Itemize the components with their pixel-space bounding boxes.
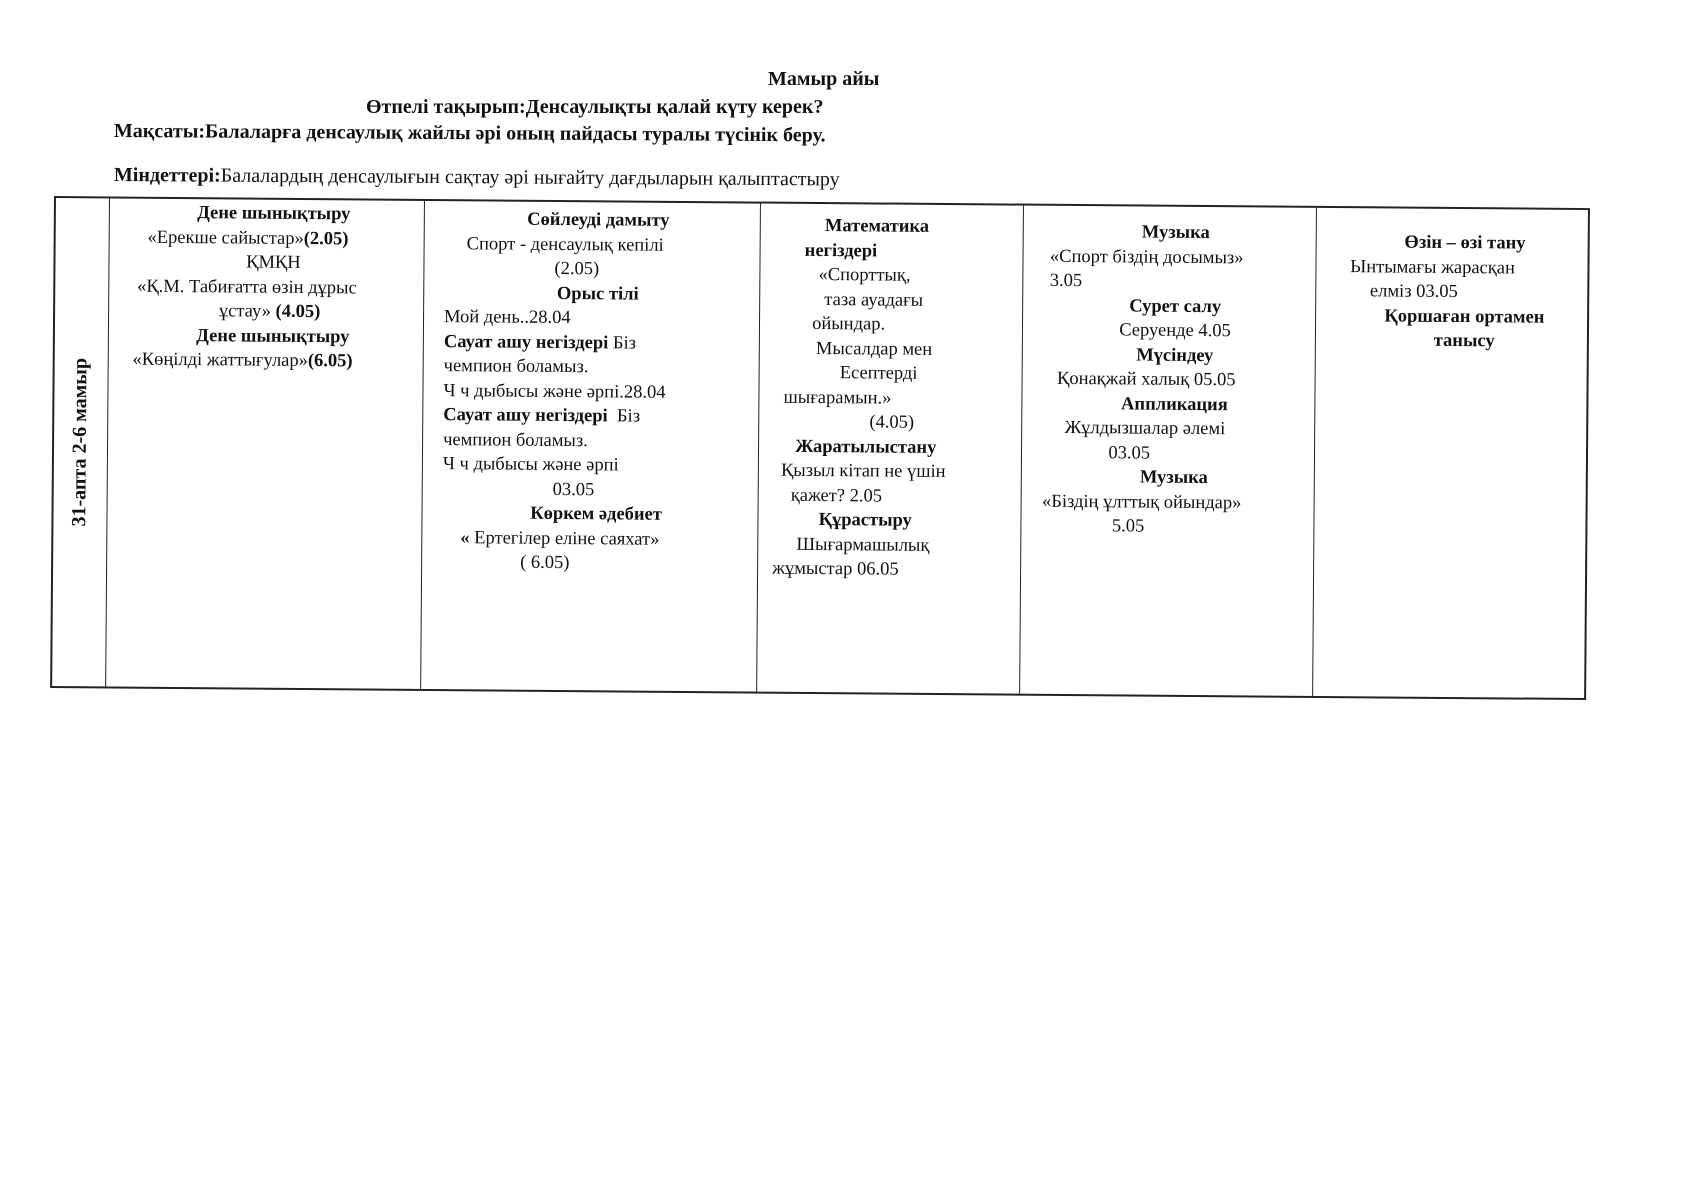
activity-line: Қызыл кітап не үшін xyxy=(780,460,946,483)
subject-title: ҚМҚН xyxy=(246,252,301,273)
topic-heading: Өтпелі тақырып:Денсаулықты қалай күту керек? xyxy=(366,96,824,118)
activity-line: Есептерді xyxy=(839,363,918,384)
activity-line: 5.05 xyxy=(1111,516,1145,537)
activity-line: жұмыстар 06.05 xyxy=(772,558,899,580)
tasks-text: Балалардың денсаулығын сақтау әрі нығайту дағдыларын қалыптастыру xyxy=(220,164,840,191)
column-self-knowledge xyxy=(1313,208,1588,698)
tasks-line xyxy=(114,164,840,191)
activity-line: «Ерекше сайыстар»(2.05) xyxy=(147,227,349,249)
week-column xyxy=(52,198,110,686)
goal-line: Мақсаты:Балаларға денсаулық жайлы әрі оның пайдасы туралы түсінік беру. xyxy=(113,120,826,147)
subject-title: Сөйлеуді дамыту xyxy=(527,209,670,231)
activity-line: (4.05) xyxy=(869,412,915,433)
activity-line: Мой день..28.04 xyxy=(443,307,571,329)
activity-line: чемпион боламыз. xyxy=(443,429,588,451)
subject-title: Сурет салу xyxy=(1129,295,1222,317)
activity-line: «Спорттық, xyxy=(818,265,911,286)
subject-title: Музыка xyxy=(1141,222,1210,244)
tasks-label: Міндеттері: xyxy=(113,164,221,187)
activity-line: Жұлдызшалар әлемі xyxy=(1064,417,1226,440)
activity-line: 03.05 xyxy=(552,479,595,500)
subject-title: Мүсіндеу xyxy=(1136,345,1214,366)
activity-line: Қонақжай халық 05.05 xyxy=(1056,368,1236,391)
subject-title: Өзін – өзі тану xyxy=(1404,232,1526,254)
subject-title: Дене шынықтыру xyxy=(196,325,350,347)
activity-line: таза ауадағы xyxy=(824,289,924,311)
subject-title: Көркем әдебиет xyxy=(530,503,662,525)
subject-title: Математика xyxy=(824,216,930,237)
column-speech-development xyxy=(421,201,761,692)
activity-line: Серуенде 4.05 xyxy=(1119,320,1231,342)
subject-title: Орыс тілі xyxy=(556,283,639,305)
activity-line: елміз 03.05 xyxy=(1369,281,1458,303)
activity-line: Сауат ашу негіздері Біз xyxy=(443,331,637,354)
subject-title: Дене шынықтыру xyxy=(197,203,351,225)
month-heading: Мамыр айы xyxy=(768,68,880,90)
activity-line: ( 6.05) xyxy=(520,552,570,574)
subject-title: Аппликация xyxy=(1121,393,1228,415)
column-mathematics xyxy=(757,204,1024,694)
activity-line: 3.05 xyxy=(1049,270,1083,292)
activity-line: Мысалдар мен xyxy=(815,338,933,360)
activity-line: Ынтымағы жарасқан xyxy=(1350,256,1515,278)
activity-line: «Спорт біздің досымыз» xyxy=(1049,246,1244,268)
column-physical-education xyxy=(106,198,425,688)
activity-line: ойындар. xyxy=(812,313,886,335)
activity-line: қажет? 2.05 xyxy=(790,485,883,507)
activity-line: шығарамын.» xyxy=(783,387,892,409)
activity-line: Шығармашылық xyxy=(796,534,930,556)
subject-title: Құрастыру xyxy=(818,510,912,531)
activity-line: «Көңілді жаттығулар»(6.05) xyxy=(132,349,353,372)
activity-line: «Біздің ұлттық ойындар» xyxy=(1041,491,1242,513)
activity-line: Сауат ашу негіздері Біз xyxy=(443,405,641,427)
column-music-art xyxy=(1021,206,1317,696)
activity-line: (2.05) xyxy=(554,258,600,280)
subject-title: Музыка xyxy=(1139,467,1208,489)
activity-line: «Қ.М. Табиғатта өзін дұрыс xyxy=(137,276,357,298)
subject-title: Қоршаған ортамен xyxy=(1384,305,1545,328)
activity-line: 03.05 xyxy=(1108,442,1151,464)
activity-line: Спорт - денсаулық кепілі xyxy=(466,233,664,256)
subject-title: танысу xyxy=(1433,330,1495,352)
activity-line: « Ертегілер еліне саяхат» xyxy=(460,527,660,550)
activity-line: ұстау» (4.05) xyxy=(218,301,321,323)
activity-line: Ч ч дыбысы және әрпі.28.04 xyxy=(443,380,666,403)
subject-title: негіздері xyxy=(804,240,878,261)
schedule-table xyxy=(50,196,1590,700)
week-label: 31-апта 2-6 мамыр xyxy=(68,357,92,527)
activity-line: чемпион боламыз. xyxy=(443,356,589,378)
activity-line: Ч ч дыбысы және әрпі xyxy=(442,454,619,476)
subject-title: Жаратылыстану xyxy=(795,436,937,458)
